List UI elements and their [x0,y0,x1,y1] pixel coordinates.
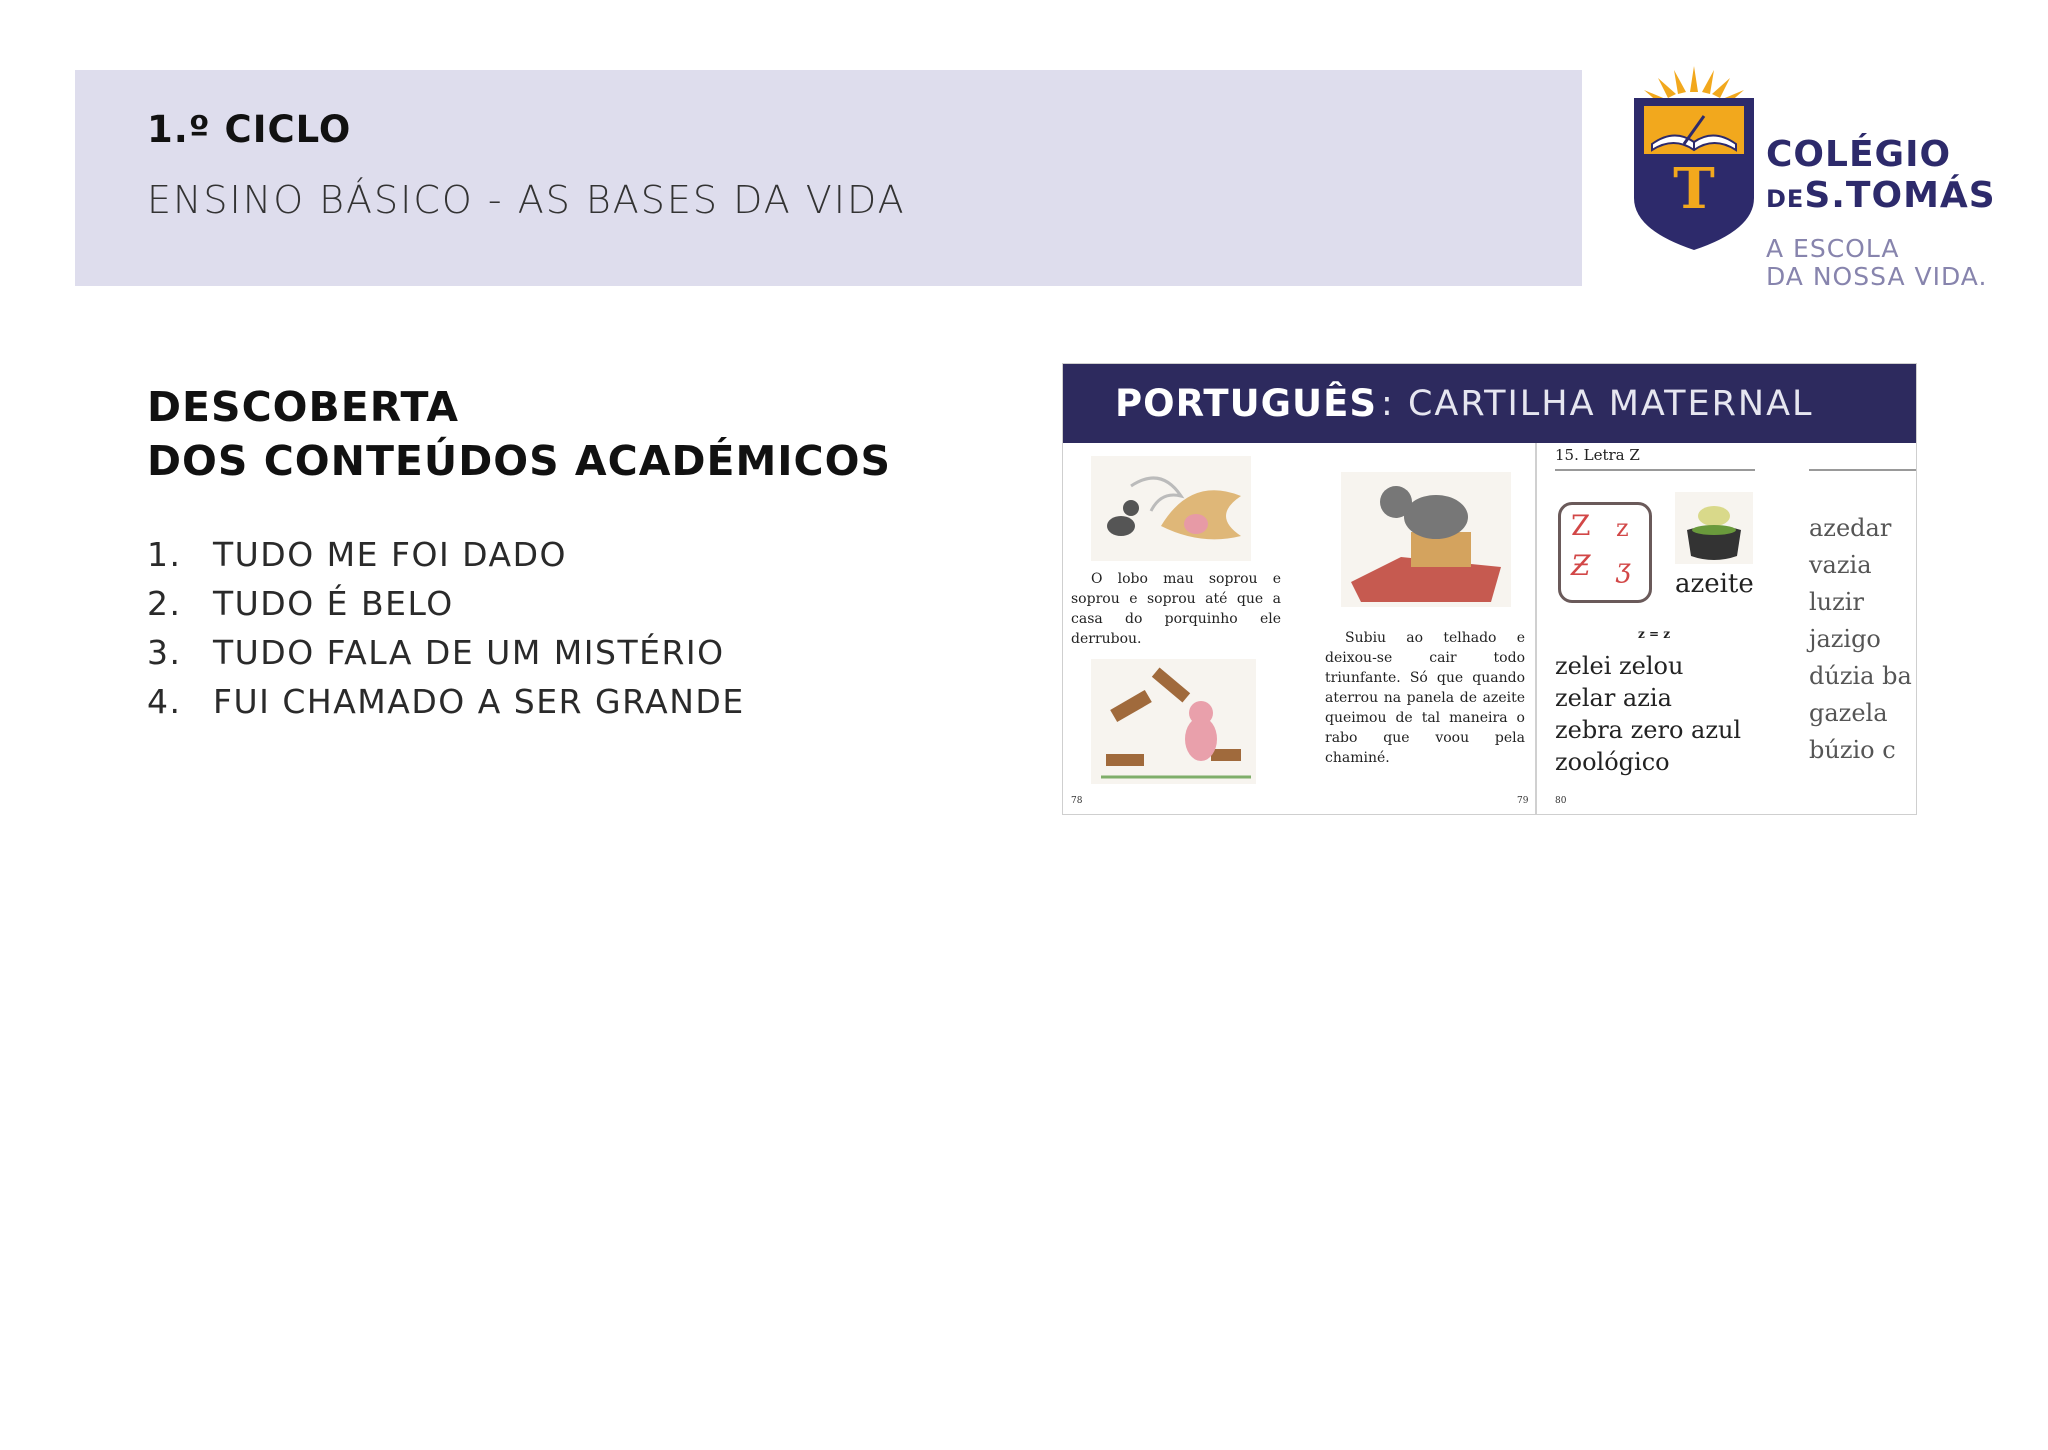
word-item: dúzia ba [1809,662,1912,690]
oil-pot-illustration [1675,492,1753,564]
word-column [1809,514,1912,773]
book-preview-panel [1062,363,1917,815]
word-item: búzio c [1809,736,1896,764]
section-heading [147,380,891,488]
page-number: 80 [1555,796,1567,806]
letter-lowercase: z [1616,514,1629,542]
letter-equivalence: z = z [1638,627,1671,641]
pig-house-falling-illustration [1091,659,1256,784]
story-text-right: Subiu ao telhado e deixou-se cair todo triunfante. Só que quando aterrou na panela de azeite queimou de tal maneira o rabo que voou pela chaminé. [1325,630,1525,766]
lesson-rule [1809,469,1916,471]
word-item: vazia [1809,551,1872,579]
lesson-title: 15. Letra Z [1555,446,1640,464]
wolf-on-roof-illustration [1341,472,1511,607]
list-item: 4. FUI CHAMADO A SER GRANDE [147,682,745,721]
list-item: 1. TUDO ME FOI DADO [147,535,567,574]
word-item: gazela [1809,699,1888,727]
word-line: zoológico [1555,748,1670,776]
logo-name-line2: DES.TOMÁS [1766,175,1996,216]
letter-cursive-uppercase: Ƶ [1571,549,1591,582]
key-word: azeite [1675,569,1754,599]
page-number: 79 [1517,796,1529,806]
story-text-left: O lobo mau soprou e soprou e soprou até que a casa do porquinho ele derrubou. [1071,571,1281,647]
word-line: zelei zelou [1555,652,1684,680]
page-subtitle: ENSINO BÁSICO - AS BASES DA VIDA [147,178,906,222]
panel-header [1063,364,1916,443]
word-item: azedar [1809,514,1892,542]
lesson-rule [1555,469,1755,471]
logo-tagline-line1: A ESCOLA [1766,234,1900,263]
panel-title-book: : CARTILHA MATERNAL [1381,383,1814,424]
logo-tagline-line2: DA NOSSA VIDA. [1766,262,1988,291]
logo-name-line1: COLÉGIO [1766,134,1952,175]
letter-cursive-lowercase: ʒ [1616,554,1631,584]
wolf-blowing-illustration [1091,456,1251,561]
list-item: 3. TUDO FALA DE UM MISTÉRIO [147,633,725,672]
letter-uppercase: Z [1571,509,1591,542]
page-title: 1.º CICLO [147,108,352,151]
page-number: 78 [1071,796,1083,806]
topic-list [147,530,745,726]
word-line: zebra zero azul [1555,716,1742,744]
word-item: jazigo [1809,625,1881,653]
section-heading-line1: DESCOBERTA [147,383,460,431]
section-heading-line2: DOS CONTEÚDOS ACADÉMICOS [147,437,892,485]
page-divider [1535,443,1537,814]
word-line: zelar azia [1555,684,1672,712]
word-item: luzir [1809,588,1864,616]
svg-text:T: T [1673,156,1715,222]
list-item: 2. TUDO É BELO [147,584,454,623]
panel-title-subject: PORTUGUÊS [1115,382,1378,425]
